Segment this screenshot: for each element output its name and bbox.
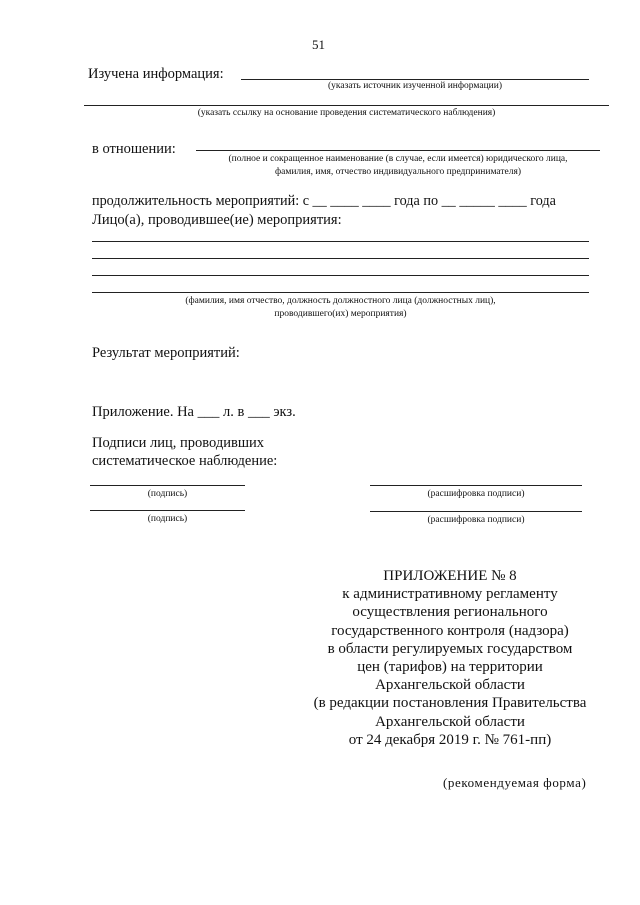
persons-line-1 bbox=[92, 241, 589, 242]
signature-caption-2: (подпись) bbox=[147, 514, 188, 524]
persons-hint-1: (фамилия, имя отчество, должность должностного лица (должностных лиц), bbox=[185, 296, 496, 306]
appendix-line: от 24 декабря 2019 г. № 761-пп) bbox=[348, 731, 552, 748]
appendix-line: цен (тарифов) на территории bbox=[357, 659, 543, 676]
signature-line-1 bbox=[90, 485, 245, 486]
attachment-text: Приложение. На ___ л. в ___ экз. bbox=[92, 404, 296, 420]
appendix-title: ПРИЛОЖЕНИЕ № 8 bbox=[383, 568, 517, 584]
signatures-label-1: Подписи лиц, проводивших bbox=[92, 435, 265, 451]
persons-hint-2: проводившего(их) мероприятия) bbox=[274, 309, 407, 319]
studied-basis-hint: (указать ссылку на основание проведения систематического наблюдения) bbox=[197, 108, 496, 118]
appendix-line: осуществления регионального bbox=[352, 604, 548, 621]
persons-label: Лицо(а), проводившее(ие) мероприятия: bbox=[92, 212, 342, 228]
recommended-form-label: (рекомендуемая форма) bbox=[443, 775, 587, 790]
appendix-line: Архангельской области bbox=[375, 713, 525, 730]
regarding-hint-2: фамилия, имя, отчество индивидуального предпринимателя) bbox=[274, 167, 522, 177]
persons-line-4 bbox=[92, 292, 589, 293]
appendix-block bbox=[292, 567, 608, 749]
regarding-label: в отношении: bbox=[92, 141, 176, 157]
signatures-label-2: систематическое наблюдение: bbox=[92, 453, 278, 469]
appendix-line: государственного контроля (надзора) bbox=[331, 622, 569, 639]
appendix-line: в области регулируемых государством bbox=[327, 640, 573, 657]
signature-line-2 bbox=[90, 510, 245, 511]
persons-line-2 bbox=[92, 258, 589, 259]
persons-line-3 bbox=[92, 275, 589, 276]
studied-basis-line bbox=[84, 105, 609, 106]
duration-text: продолжительность мероприятий: с __ ____ ____ года по __ _____ ____ года bbox=[92, 193, 556, 209]
regarding-line bbox=[196, 150, 600, 151]
studied-info-label: Изучена информация: bbox=[88, 66, 224, 82]
regarding-hint-1: (полное и сокращенное наименование (в случае, если имеется) юридического лица, bbox=[228, 154, 568, 164]
appendix-line: Архангельской области bbox=[375, 677, 525, 694]
result-label: Результат мероприятий: bbox=[92, 345, 240, 361]
page-number: 51 bbox=[312, 37, 325, 52]
decryption-caption-2: (расшифровка подписи) bbox=[427, 515, 525, 525]
decryption-caption-1: (расшифровка подписи) bbox=[427, 489, 525, 499]
studied-source-hint: (указать источник изученной информации) bbox=[328, 81, 502, 91]
appendix-line: (в редакции постановления Правительства bbox=[313, 695, 587, 712]
decryption-line-2 bbox=[370, 511, 582, 512]
signature-caption-1: (подпись) bbox=[147, 489, 188, 499]
appendix-line: к административному регламенту bbox=[342, 586, 558, 603]
decryption-line-1 bbox=[370, 485, 582, 486]
